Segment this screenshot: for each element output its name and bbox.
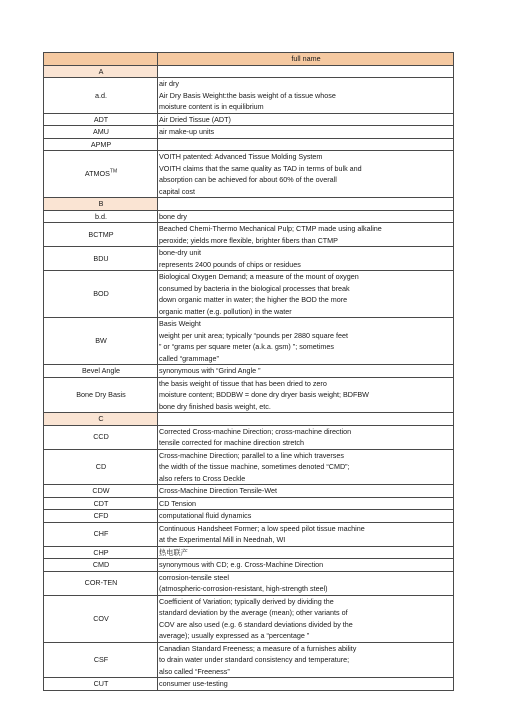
- table-row: [44, 138, 454, 151]
- full-name-cell: air dry Air Dry Basis Weight:the basis weight of a tissue whose moisture content is in equilibrium: [158, 78, 454, 114]
- table-row: [44, 425, 454, 449]
- table-row: [44, 271, 454, 318]
- full-name-cell: bone dry: [158, 210, 454, 223]
- abbreviation-cell: [44, 522, 158, 546]
- full-name-cell: [158, 138, 454, 151]
- abbreviation-cell: [44, 271, 158, 318]
- section-letter: [44, 413, 158, 426]
- full-name-cell: Continuous Handsheet Former; a low speed pilot tissue machine at the Experimental Mill in Neednah, WI: [158, 522, 454, 546]
- abbreviation-cell: [44, 210, 158, 223]
- abbreviation-cell: [44, 595, 158, 642]
- full-name-cell: Coefficient of Variation; typically derived by dividing the standard deviation by the average (mean); other variants of COV are also used (e.g. 6 standard deviations divided by the average); usually expressed as a “percentage ”: [158, 595, 454, 642]
- full-name-cell: the basis weight of tissue that has been dried to zero moisture content; BDDBW = done dry dryer basis weight; BDFBW bone dry finished basis weight, etc.: [158, 377, 454, 413]
- table-row: [44, 318, 454, 365]
- table-row: [44, 559, 454, 572]
- abbreviation-text: CD: [95, 462, 107, 471]
- abbreviation-text: ADT: [93, 114, 109, 124]
- abbreviation-text: CDW: [92, 486, 110, 495]
- abbreviation-text: BDU: [93, 253, 109, 263]
- trademark-mark: TM: [109, 168, 118, 175]
- header-fullname-cell: full name: [158, 53, 454, 66]
- full-name-cell: corrosion-tensile steel (atmospheric-corrosion-resistant, high-strength steel): [158, 571, 454, 595]
- section-letter: [44, 198, 158, 211]
- abbreviation-text: BW: [95, 336, 107, 346]
- full-name-cell: [158, 413, 454, 426]
- abbreviation-text: B: [98, 199, 104, 208]
- full-name-cell: synonymous with “Grind Angle ”: [158, 365, 454, 378]
- abbreviation-text: C: [98, 414, 104, 423]
- full-name-cell: Basis Weight weight per unit area; typically “pounds per 2880 square feet ” or “grams per square meter (a.k.a. gsm) ”; sometimes called “grammage”: [158, 318, 454, 365]
- abbreviation-text: AMU: [93, 127, 109, 136]
- abbreviation-cell: [44, 678, 158, 691]
- full-name-cell: Biological Oxygen Demand; a measure of the mount of oxygen consumed by bacteria in the biological processes that break down organic matter in water; the higher the BOD the more organic matter (e.g. pollution) in the water: [158, 271, 454, 318]
- table-row: [44, 510, 454, 523]
- abbreviation-text: ATMOS: [84, 169, 110, 179]
- table-row: [44, 595, 454, 642]
- abbreviation-text: CHF: [93, 529, 109, 539]
- abbreviation-cell: [44, 247, 158, 271]
- abbreviation-cell: [44, 113, 158, 126]
- table-row: [44, 247, 454, 271]
- full-name-cell: [158, 198, 454, 211]
- abbreviation-text: Bone Dry Basis: [76, 390, 126, 399]
- abbreviation-cell: [44, 126, 158, 139]
- table-row: [44, 223, 454, 247]
- full-name-cell: bone-dry unit represents 2400 pounds of chips or residues: [158, 247, 454, 271]
- abbreviation-text: b.d.: [95, 211, 107, 221]
- header-row: [44, 53, 454, 66]
- table-row: [44, 113, 454, 126]
- abbreviation-text: CMD: [92, 560, 110, 569]
- abbreviation-text: CUT: [93, 679, 109, 688]
- abbreviation-cell: [44, 138, 158, 151]
- full-name-cell: CD Tension: [158, 497, 454, 510]
- abbreviation-text: CHP: [93, 547, 109, 557]
- full-name-cell: computational fluid dynamics: [158, 510, 454, 523]
- abbreviation-cell: [44, 78, 158, 114]
- table-row: [44, 678, 454, 691]
- abbreviation-cell: [44, 223, 158, 247]
- header-abbr-cell: [44, 53, 158, 66]
- table-row: [44, 546, 454, 559]
- full-name-cell: Cross-Machine Direction Tensile-Wet: [158, 485, 454, 498]
- table-row: [44, 497, 454, 510]
- abbreviation-cell: [44, 425, 158, 449]
- abbreviation-cell: [44, 318, 158, 365]
- abbreviation-cell: [44, 571, 158, 595]
- abbreviation-text: a.d.: [95, 90, 107, 100]
- abbreviation-cell: [44, 559, 158, 572]
- table-row: [44, 642, 454, 678]
- section-row: [44, 198, 454, 211]
- section-row: [44, 65, 454, 78]
- full-name-cell: Canadian Standard Freeness; a measure of a furnishes ability to drain water under standard consistency and temperature; also called “Freeness”: [158, 642, 454, 678]
- table-row: [44, 78, 454, 114]
- full-name-cell: Corrected Cross-machine Direction; cross-machine direction tensile corrected for machine direction stretch: [158, 425, 454, 449]
- table-row: [44, 485, 454, 498]
- table-row: [44, 377, 454, 413]
- full-name-cell: synonymous with CD; e.g. Cross-Machine Direction: [158, 559, 454, 572]
- abbreviation-cell: [44, 449, 158, 485]
- abbreviation-text: CDT: [93, 498, 109, 508]
- table-row: [44, 365, 454, 378]
- abbreviation-text: CSF: [93, 655, 109, 664]
- abbreviation-cell: [44, 365, 158, 378]
- full-name-cell: Beached Chemi-Thermo Mechanical Pulp; CTMP made using alkaline peroxide; yields more flexible, brighter fibers than CTMP: [158, 223, 454, 247]
- table-row: [44, 571, 454, 595]
- table-row: [44, 522, 454, 546]
- abbreviation-text: BOD: [93, 289, 109, 299]
- abbreviation-text: A: [98, 66, 104, 76]
- full-name-cell: [158, 65, 454, 78]
- table-row: [44, 210, 454, 223]
- abbreviation-cell: [44, 151, 158, 198]
- abbreviation-cell: [44, 377, 158, 413]
- abbreviation-cell: [44, 497, 158, 510]
- full-name-cell: VOITH patented: Advanced Tissue Molding System VOITH claims that the same quality as TAD in terms of bulk and absorption can be achieved for about 60% of the overall capital cost: [158, 151, 454, 198]
- abbreviation-text: BCTMP: [88, 229, 114, 239]
- abbreviation-cell: [44, 546, 158, 559]
- abbreviation-text: APMP: [90, 139, 112, 149]
- full-name-cell: Air Dried Tissue (ADT): [158, 113, 454, 126]
- abbreviation-text: COR-TEN: [84, 578, 118, 588]
- abbreviation-text: CCD: [93, 432, 109, 442]
- full-name-cell: 热电联产: [158, 546, 454, 559]
- full-name-cell: Cross-machine Direction; parallel to a line which traverses the width of the tissue machine, sometimes denoted “CMD”; also refers to Cross Deckle: [158, 449, 454, 485]
- table-row: [44, 151, 454, 198]
- abbreviation-text: Bevel Angle: [82, 366, 120, 375]
- abbreviation-text: CFD: [93, 511, 109, 520]
- glossary-body: [44, 53, 454, 691]
- abbreviation-cell: [44, 485, 158, 498]
- section-letter: [44, 65, 158, 78]
- abbreviation-text: COV: [93, 613, 109, 623]
- glossary-table: [43, 52, 454, 691]
- table-row: [44, 449, 454, 485]
- table-row: [44, 126, 454, 139]
- abbreviation-cell: [44, 642, 158, 678]
- abbreviation-cell: [44, 510, 158, 523]
- full-name-cell: air make-up units: [158, 126, 454, 139]
- full-name-cell: consumer use-testing: [158, 678, 454, 691]
- section-row: [44, 413, 454, 426]
